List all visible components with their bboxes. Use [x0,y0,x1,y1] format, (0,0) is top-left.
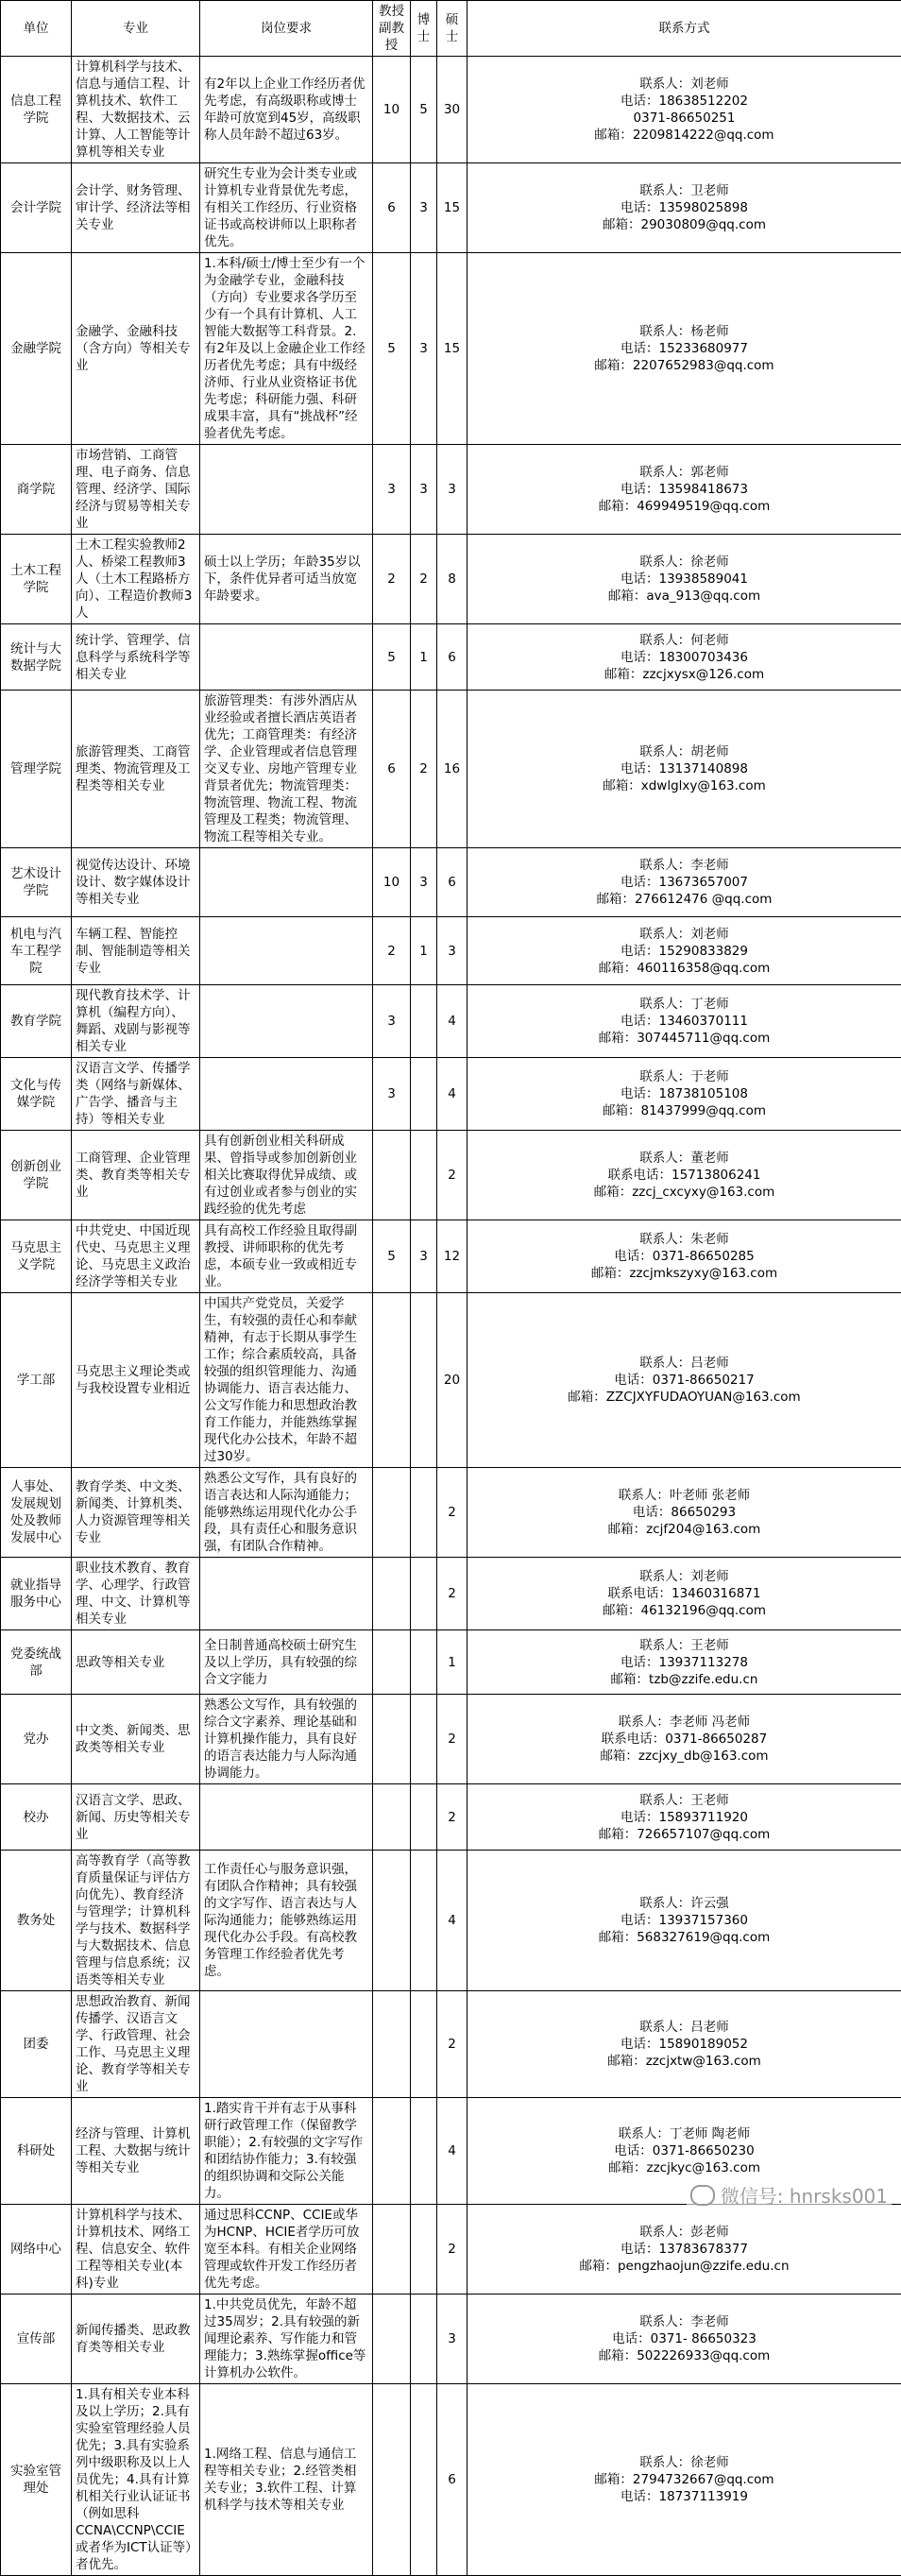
unit-cell: 管理学院 [1,691,72,848]
master-count: 12 [437,1220,468,1293]
contact-line: 联系人：卫老师 [471,182,897,199]
contact-cell [468,624,901,691]
contact-cell [468,691,901,848]
table-row [1,1630,901,1695]
requirement-cell [200,848,373,917]
requirement-cell: 1.中共党员优先，年龄不超过35周岁；2.具有较强的新闻理论素养、写作能力和管理能力；3.熟练掌握office等计算机办公软件。 [200,2295,373,2384]
major-cell: 高等教育学（高等教育质量保证与评估方向优先）、教育经济与管理学；计算机科学与技术、数据科学与大数据技术、信息管理与信息系统；汉语类等相关专业 [72,1851,200,1991]
assoc-prof-count: 6 [373,691,411,848]
unit-cell: 文化与传媒学院 [1,1058,72,1131]
unit-cell: 团委 [1,1991,72,2098]
table-row [1,163,901,253]
requirement-cell: 1.网络工程、信息与通信工程等相关专业；2.经管类相关专业；3.软件工程、计算机科学与技术等相关专业 [200,2384,373,2576]
phd-count [411,1991,437,2098]
phd-count: 5 [411,57,437,163]
major-cell: 工商管理、企业管理类、教育类等相关专业 [72,1131,200,1220]
phd-count: 2 [411,535,437,624]
contact-line: 电话：13598025898 [471,199,897,216]
master-count: 16 [437,691,468,848]
assoc-prof-count: 3 [373,985,411,1058]
assoc-prof-count: 5 [373,1220,411,1293]
phd-count [411,1468,437,1558]
contact-cell [468,1220,901,1293]
wechat-icon [690,2185,715,2206]
contact-cell [468,848,901,917]
contact-line: 邮箱：tzb@zzife.edu.cn [471,1671,897,1688]
master-count: 2 [437,1468,468,1558]
contact-line: 电话：13137140898 [471,760,897,777]
requirement-cell: 工作责任心与服务意识强，有团队合作精神；具有较强的文字写作、语言表达与人际沟通能力；能够熟练运用现代化办公手段。有高校教务管理工作经验者优先考虑。 [200,1851,373,1991]
contact-line: 电话：15233680977 [471,340,897,357]
contact-line: 联系人：刘老师 [471,1568,897,1585]
requirement-cell: 具有高校工作经验且取得副教授、讲师职称的优先考虑，本硕专业一致或相近专业。 [200,1220,373,1293]
phd-count: 3 [411,445,437,535]
contact-line: 电话：0371-86650217 [471,1372,897,1389]
table-row [1,1991,901,2098]
contact-line: 电话：13460370111 [471,1013,897,1030]
master-count: 15 [437,253,468,445]
assoc-prof-count [373,2384,411,2576]
major-cell: 马克思主义理论类或与我校设置专业相近 [72,1293,200,1468]
contact-line: 电话：0371- 86650323 [471,2330,897,2347]
table-row [1,1558,901,1630]
unit-cell: 土木工程学院 [1,535,72,624]
major-cell: 会计学、财务管理、审计学、经济法等相关专业 [72,163,200,253]
major-cell: 汉语言文学、思政、新闻、历史等相关专业 [72,1784,200,1851]
contact-line: 联系人：杨老师 [471,323,897,340]
major-cell: 思政等相关专业 [72,1630,200,1695]
watermark-text: 微信号: hnrsks001 [721,2185,888,2208]
major-cell: 汉语言文学、传播学类（网络与新媒体、广告学、播音与主持）等相关专业 [72,1058,200,1131]
contact-line: 联系人：王老师 [471,1637,897,1654]
master-count: 4 [437,1851,468,1991]
major-cell: 金融学、金融科技（含方向）等相关专业 [72,253,200,445]
contact-cell [468,535,901,624]
contact-line: 联系人：刘老师 [471,926,897,943]
assoc-prof-count [373,1468,411,1558]
phd-count: 1 [411,917,437,985]
unit-cell: 创新创业学院 [1,1131,72,1220]
major-cell: 教育学类、中文类、新闻类、计算机类、人力资源管理等相关专业 [72,1468,200,1558]
major-cell: 计算机科学与技术、信息与通信工程、计算机技术、软件工程、大数据技术、云计算、人工智能等计算机等相关专业 [72,57,200,163]
contact-cell [468,1695,901,1784]
phd-count: 3 [411,163,437,253]
phd-count [411,1851,437,1991]
contact-line: 联系人：李老师 [471,2313,897,2330]
assoc-prof-count [373,1784,411,1851]
phd-count [411,985,437,1058]
contact-cell [468,1058,901,1131]
contact-line: 邮箱：568327619@qq.com [471,1929,897,1946]
unit-cell: 宣传部 [1,2295,72,2384]
contact-line: 联系人：徐老师 [471,554,897,571]
requirement-cell: 通过思科CCNP、CCIE或华为HCNP、HCIE者学历可放宽至本科。有相关企业网络管理或软件开发工作经历者优先考虑。 [200,2205,373,2295]
major-cell: 市场营销、工商管理、电子商务、信息管理、经济学、国际经济与贸易等相关专业 [72,445,200,535]
phd-count [411,2205,437,2295]
requirement-cell: 旅游管理类：有涉外酒店从业经验或者擅长酒店英语者优先；工商管理类：有经济学、企业管理或者信息管理交叉专业、房地产管理专业背景者优先；物流管理类：物流管理、物流工程、物流管理及工程类；物流管理、物流工程等相关专业。 [200,691,373,848]
contact-line: 联系人：丁老师 [471,996,897,1013]
contact-line: 邮箱：zzcjxysx@126.com [471,666,897,683]
master-count: 2 [437,1695,468,1784]
contact-line: 电话：18300703436 [471,649,897,666]
master-count: 2 [437,1784,468,1851]
phd-count [411,2098,437,2205]
contact-line: 邮箱：726657107@qq.com [471,1826,897,1843]
contact-line: 邮箱：2209814222@qq.com [471,127,897,144]
master-count: 2 [437,2205,468,2295]
table-row [1,1058,901,1131]
header-contact: 联系方式 [468,1,901,57]
master-count: 3 [437,917,468,985]
contact-line: 邮箱：zzcj_cxcyxy@163.com [471,1184,897,1201]
contact-line: 联系人：董老师 [471,1150,897,1167]
assoc-prof-count: 6 [373,163,411,253]
major-cell: 职业技术教育、教育学、心理学、行政管理、中文、计算机等相关专业 [72,1558,200,1630]
contact-line: 联系电话：13460316871 [471,1585,897,1602]
requirement-cell: 研究生专业为会计类专业或计算机专业背景优先考虑，有相关工作经历、行业资格证书或高校讲师以上职称者优先。 [200,163,373,253]
requirement-cell: 有2年以上企业工作经历者优先考虑，有高级职称或博士年龄可放宽到45岁，高级职称人员年龄不超过63岁。 [200,57,373,163]
contact-cell [468,1131,901,1220]
contact-line: 电话：18738105108 [471,1085,897,1102]
table-row [1,691,901,848]
contact-line: 联系人：吕老师 [471,2019,897,2036]
contact-line: 电话：0371-86650230 [471,2142,897,2159]
table-row [1,985,901,1058]
phd-count: 3 [411,253,437,445]
master-count: 15 [437,163,468,253]
requirement-cell: 硕士以上学历；年龄35岁以下，条件优异者可适当放宽年龄要求。 [200,535,373,624]
assoc-prof-count [373,1851,411,1991]
phd-count: 3 [411,1220,437,1293]
unit-cell: 就业指导服务中心 [1,1558,72,1630]
unit-cell: 校办 [1,1784,72,1851]
table-row [1,917,901,985]
requirement-cell [200,1784,373,1851]
contact-line: 邮箱：zzcjxy_db@163.com [471,1748,897,1765]
contact-line: 0371-86650251 [471,110,897,127]
contact-line: 联系人：王老师 [471,1792,897,1809]
contact-line: 联系人：郭老师 [471,464,897,481]
requirement-cell [200,1558,373,1630]
master-count: 1 [437,1630,468,1695]
table-row [1,57,901,163]
unit-cell: 机电与汽车工程学院 [1,917,72,985]
contact-line: 联系人：胡老师 [471,743,897,760]
contact-line: 电话：86650293 [471,1504,897,1521]
assoc-prof-count [373,2205,411,2295]
assoc-prof-count: 3 [373,1058,411,1131]
unit-cell: 教务处 [1,1851,72,1991]
assoc-prof-count [373,1991,411,2098]
contact-line: 邮箱：2207652983@qq.com [471,357,897,374]
phd-count [411,2295,437,2384]
contact-line: 邮箱：307445711@qq.com [471,1030,897,1047]
contact-line: 邮箱：469949519@qq.com [471,498,897,515]
master-count: 2 [437,1558,468,1630]
contact-line: 邮箱：zzcjkyc@163.com [471,2159,897,2176]
requirement-cell [200,985,373,1058]
major-cell: 旅游管理类、工商管理类、物流管理及工程类等相关专业 [72,691,200,848]
contact-line: 邮箱：pengzhaojun@zzife.edu.cn [471,2258,897,2275]
contact-line: 电话：15290833829 [471,943,897,960]
contact-line: 电话：15893711920 [471,1809,897,1826]
table-row [1,848,901,917]
contact-cell [468,1630,901,1695]
contact-cell [468,445,901,535]
assoc-prof-count: 10 [373,57,411,163]
assoc-prof-count [373,1293,411,1468]
master-count: 4 [437,2098,468,2205]
major-cell: 统计学、管理学、信息科学与系统科学等相关专业 [72,624,200,691]
contact-line: 联系人：许云强 [471,1895,897,1912]
assoc-prof-count: 5 [373,624,411,691]
contact-cell [468,1558,901,1630]
table-row [1,535,901,624]
assoc-prof-count [373,1131,411,1220]
contact-line: 联系人：刘老师 [471,76,897,93]
contact-line: 邮箱：xdwlglxy@163.com [471,777,897,794]
table-row [1,253,901,445]
major-cell: 现代教育技术学、计算机（编程方向）、舞蹈、戏剧与影视等相关专业 [72,985,200,1058]
major-cell: 中共党史、中国近现代史、马克思主义理论、马克思主义政治经济学等相关专业 [72,1220,200,1293]
master-count: 30 [437,57,468,163]
master-count: 4 [437,1058,468,1131]
unit-cell: 马克思主义学院 [1,1220,72,1293]
master-count: 3 [437,445,468,535]
assoc-prof-count: 10 [373,848,411,917]
contact-line: 电话：18737113919 [471,2488,897,2505]
master-count: 2 [437,1131,468,1220]
contact-line: 联系人：李老师 冯老师 [471,1714,897,1731]
contact-cell [468,985,901,1058]
header-major: 专业 [72,1,200,57]
master-count: 6 [437,624,468,691]
major-cell: 中文类、新闻类、思政类等相关专业 [72,1695,200,1784]
major-cell: 经济与管理、计算机工程、大数据与统计等相关专业 [72,2098,200,2205]
phd-count [411,1558,437,1630]
contact-line: 电话：13598418673 [471,481,897,498]
contact-line: 联系人：于老师 [471,1068,897,1085]
requirement-cell: 全日制普通高校硕士研究生及以上学历，具有较强的综合文字能力 [200,1630,373,1695]
table-row [1,1293,901,1468]
contact-cell [468,163,901,253]
contact-cell [468,1991,901,2098]
contact-line: 联系人：吕老师 [471,1355,897,1372]
phd-count [411,1293,437,1468]
contact-line: 联系人：何老师 [471,632,897,649]
phd-count: 3 [411,848,437,917]
header-unit: 单位 [1,1,72,57]
table-row [1,1468,901,1558]
contact-line: 电话：13673657007 [471,874,897,891]
requirement-cell [200,624,373,691]
contact-line: 电话：13937113278 [471,1654,897,1671]
unit-cell: 信息工程学院 [1,57,72,163]
contact-line: 电话：15890189052 [471,2036,897,2053]
phd-count [411,2384,437,2576]
master-count: 6 [437,2384,468,2576]
contact-line: 邮箱：ava_913@qq.com [471,588,897,605]
contact-cell [468,57,901,163]
table-row [1,2384,901,2576]
contact-line: 电话：18638512202 [471,93,897,110]
assoc-prof-count [373,1558,411,1630]
assoc-prof-count: 3 [373,445,411,535]
header-phd: 博士 [411,1,437,57]
unit-cell: 党委统战部 [1,1630,72,1695]
unit-cell: 艺术设计学院 [1,848,72,917]
contact-line: 邮箱：2794732667@qq.com [471,2471,897,2488]
major-cell: 视觉传达设计、环境设计、数字媒体设计等相关专业 [72,848,200,917]
phd-count [411,1058,437,1131]
assoc-prof-count: 5 [373,253,411,445]
contact-line: 邮箱：ZZCJXYFUDAOYUAN@163.com [471,1389,897,1406]
assoc-prof-count: 2 [373,535,411,624]
contact-cell [468,2205,901,2295]
table-row [1,445,901,535]
major-cell: 思想政治教育、新闻传播学、汉语言文学、行政管理、社会工作、马克思主义理论、教育学等相关专业 [72,1991,200,2098]
table-row [1,1784,901,1851]
master-count: 6 [437,848,468,917]
contact-line: 电话：13938589041 [471,571,897,588]
phd-count [411,1131,437,1220]
header-assoc-prof: 教授副教授 [373,1,411,57]
phd-count [411,1630,437,1695]
unit-cell: 人事处、发展规划处及教师发展中心 [1,1468,72,1558]
requirement-cell: 中国共产党党员，关爱学生，有较强的责任心和奉献精神，有志于长期从事学生工作；综合素质较高，具备较强的组织管理能力、沟通协调能力、语言表达能力、公文写作能力和思想政治教育工作能力，并能熟练掌握现代化办公技术，年龄不超过30岁。 [200,1293,373,1468]
contact-cell [468,2384,901,2576]
requirement-cell: 具有创新创业相关科研成果、曾指导或参加创新创业相关比赛取得优异成绩、或有过创业或者参与创业的实践经验的优先考虑 [200,1131,373,1220]
contact-cell [468,917,901,985]
contact-line: 邮箱：460116358@qq.com [471,960,897,977]
requirement-cell [200,1058,373,1131]
table-row [1,1695,901,1784]
contact-cell [468,1851,901,1991]
master-count: 8 [437,535,468,624]
major-cell: 1.具有相关专业本科及以上学历；2.具有实验室管理经验人员优先；3.具有实验系列中级职称及以上人员优先；4.具有计算机相关行业认证证书（例如思科CCNA\CCNP\CCIE或者华为ICT认证等）者优先。 [72,2384,200,2576]
unit-cell: 党办 [1,1695,72,1784]
contact-cell [468,1784,901,1851]
requirement-cell [200,445,373,535]
contact-cell [468,1293,901,1468]
contact-line: 邮箱：502226933@qq.com [471,2347,897,2364]
master-count: 3 [437,2295,468,2384]
assoc-prof-count [373,1630,411,1695]
table-row [1,1131,901,1220]
table-row [1,624,901,691]
requirement-cell: 1.本科/硕士/博士至少有一个为金融学专业，金融科技（方向）专业要求各学历至少有一个具有计算机、人工智能大数据等工科背景。2.有2年及以上金融企业工作经历者优先考虑；具有中级经济师、行业从业资格证书优先考虑；科研能力强、科研成果丰富，具有“挑战杯”经验者优先考虑。 [200,253,373,445]
contact-line: 电话：13783678377 [471,2241,897,2258]
contact-line: 邮箱：zcjf204@163.com [471,1521,897,1538]
master-count: 2 [437,1991,468,2098]
contact-line: 电话：13937157360 [471,1912,897,1929]
contact-line: 邮箱：81437999@qq.com [471,1102,897,1119]
unit-cell: 教育学院 [1,985,72,1058]
unit-cell: 商学院 [1,445,72,535]
watermark [687,2181,892,2209]
phd-count: 1 [411,624,437,691]
assoc-prof-count [373,2295,411,2384]
requirement-cell [200,1991,373,2098]
assoc-prof-count [373,2098,411,2205]
requirement-cell: 熟悉公文写作，具有良好的语言表达和人际沟通能力；能够熟练运用现代化办公手段，具有责任心和服务意识强，有团队合作精神。 [200,1468,373,1558]
header-row [1,1,901,57]
major-cell: 计算机科学与技术、计算机技术、网络工程、信息安全、软件工程等相关专业(本科)专业 [72,2205,200,2295]
phd-count [411,1784,437,1851]
master-count: 20 [437,1293,468,1468]
contact-line: 邮箱：46132196@qq.com [471,1602,897,1619]
contact-line: 邮箱：29030809@qq.com [471,216,897,233]
requirement-cell: 1.踏实肯干并有志于从事科研行政管理工作（保留教学职能）；2.有较强的文字写作和团结协作能力；3.有较强的组织协调和交际公关能力。 [200,2098,373,2205]
phd-count [411,1695,437,1784]
table-row [1,1851,901,1991]
contact-line: 联系人：叶老师 张老师 [471,1487,897,1504]
contact-line: 电话：0371-86650285 [471,1248,897,1265]
unit-cell: 学工部 [1,1293,72,1468]
unit-cell: 实验室管理处 [1,2384,72,2576]
assoc-prof-count [373,1695,411,1784]
assoc-prof-count: 2 [373,917,411,985]
unit-cell: 科研处 [1,2098,72,2205]
contact-line: 邮箱：zzcjxtw@163.com [471,2053,897,2070]
requirement-cell: 熟悉公文写作，具有较强的综合文字素养、理论基础和计算机操作能力，具有良好的语言表达能力与人际沟通协调能力。 [200,1695,373,1784]
contact-line: 联系人：彭老师 [471,2224,897,2241]
contact-cell [468,1468,901,1558]
contact-line: 邮箱：276612476 @qq.com [471,891,897,908]
table-row [1,2205,901,2295]
table-row [1,1220,901,1293]
contact-line: 联系人：李老师 [471,857,897,874]
major-cell: 新闻传播类、思政教育类等相关专业 [72,2295,200,2384]
contact-cell [468,2295,901,2384]
contact-line: 联系人：徐老师 [471,2454,897,2471]
major-cell: 土木工程实验教师2人、桥梁工程教师3人（土木工程路桥方向）、工程造价教师3人 [72,535,200,624]
contact-cell [468,253,901,445]
contact-line: 联系人：朱老师 [471,1231,897,1248]
major-cell: 车辆工程、智能控制、智能制造等相关专业 [72,917,200,985]
unit-cell: 会计学院 [1,163,72,253]
header-requirement: 岗位要求 [200,1,373,57]
contact-line: 联系人：丁老师 陶老师 [471,2125,897,2142]
master-count: 4 [437,985,468,1058]
contact-line: 联系电话：0371-86650287 [471,1731,897,1748]
header-master: 硕士 [437,1,468,57]
unit-cell: 金融学院 [1,253,72,445]
requirement-cell [200,917,373,985]
unit-cell: 网络中心 [1,2205,72,2295]
table-row [1,2295,901,2384]
contact-line: 联系电话：15713806241 [471,1167,897,1184]
phd-count: 2 [411,691,437,848]
unit-cell: 统计与大数据学院 [1,624,72,691]
contact-line: 邮箱：zzcjmkszyxy@163.com [471,1265,897,1282]
